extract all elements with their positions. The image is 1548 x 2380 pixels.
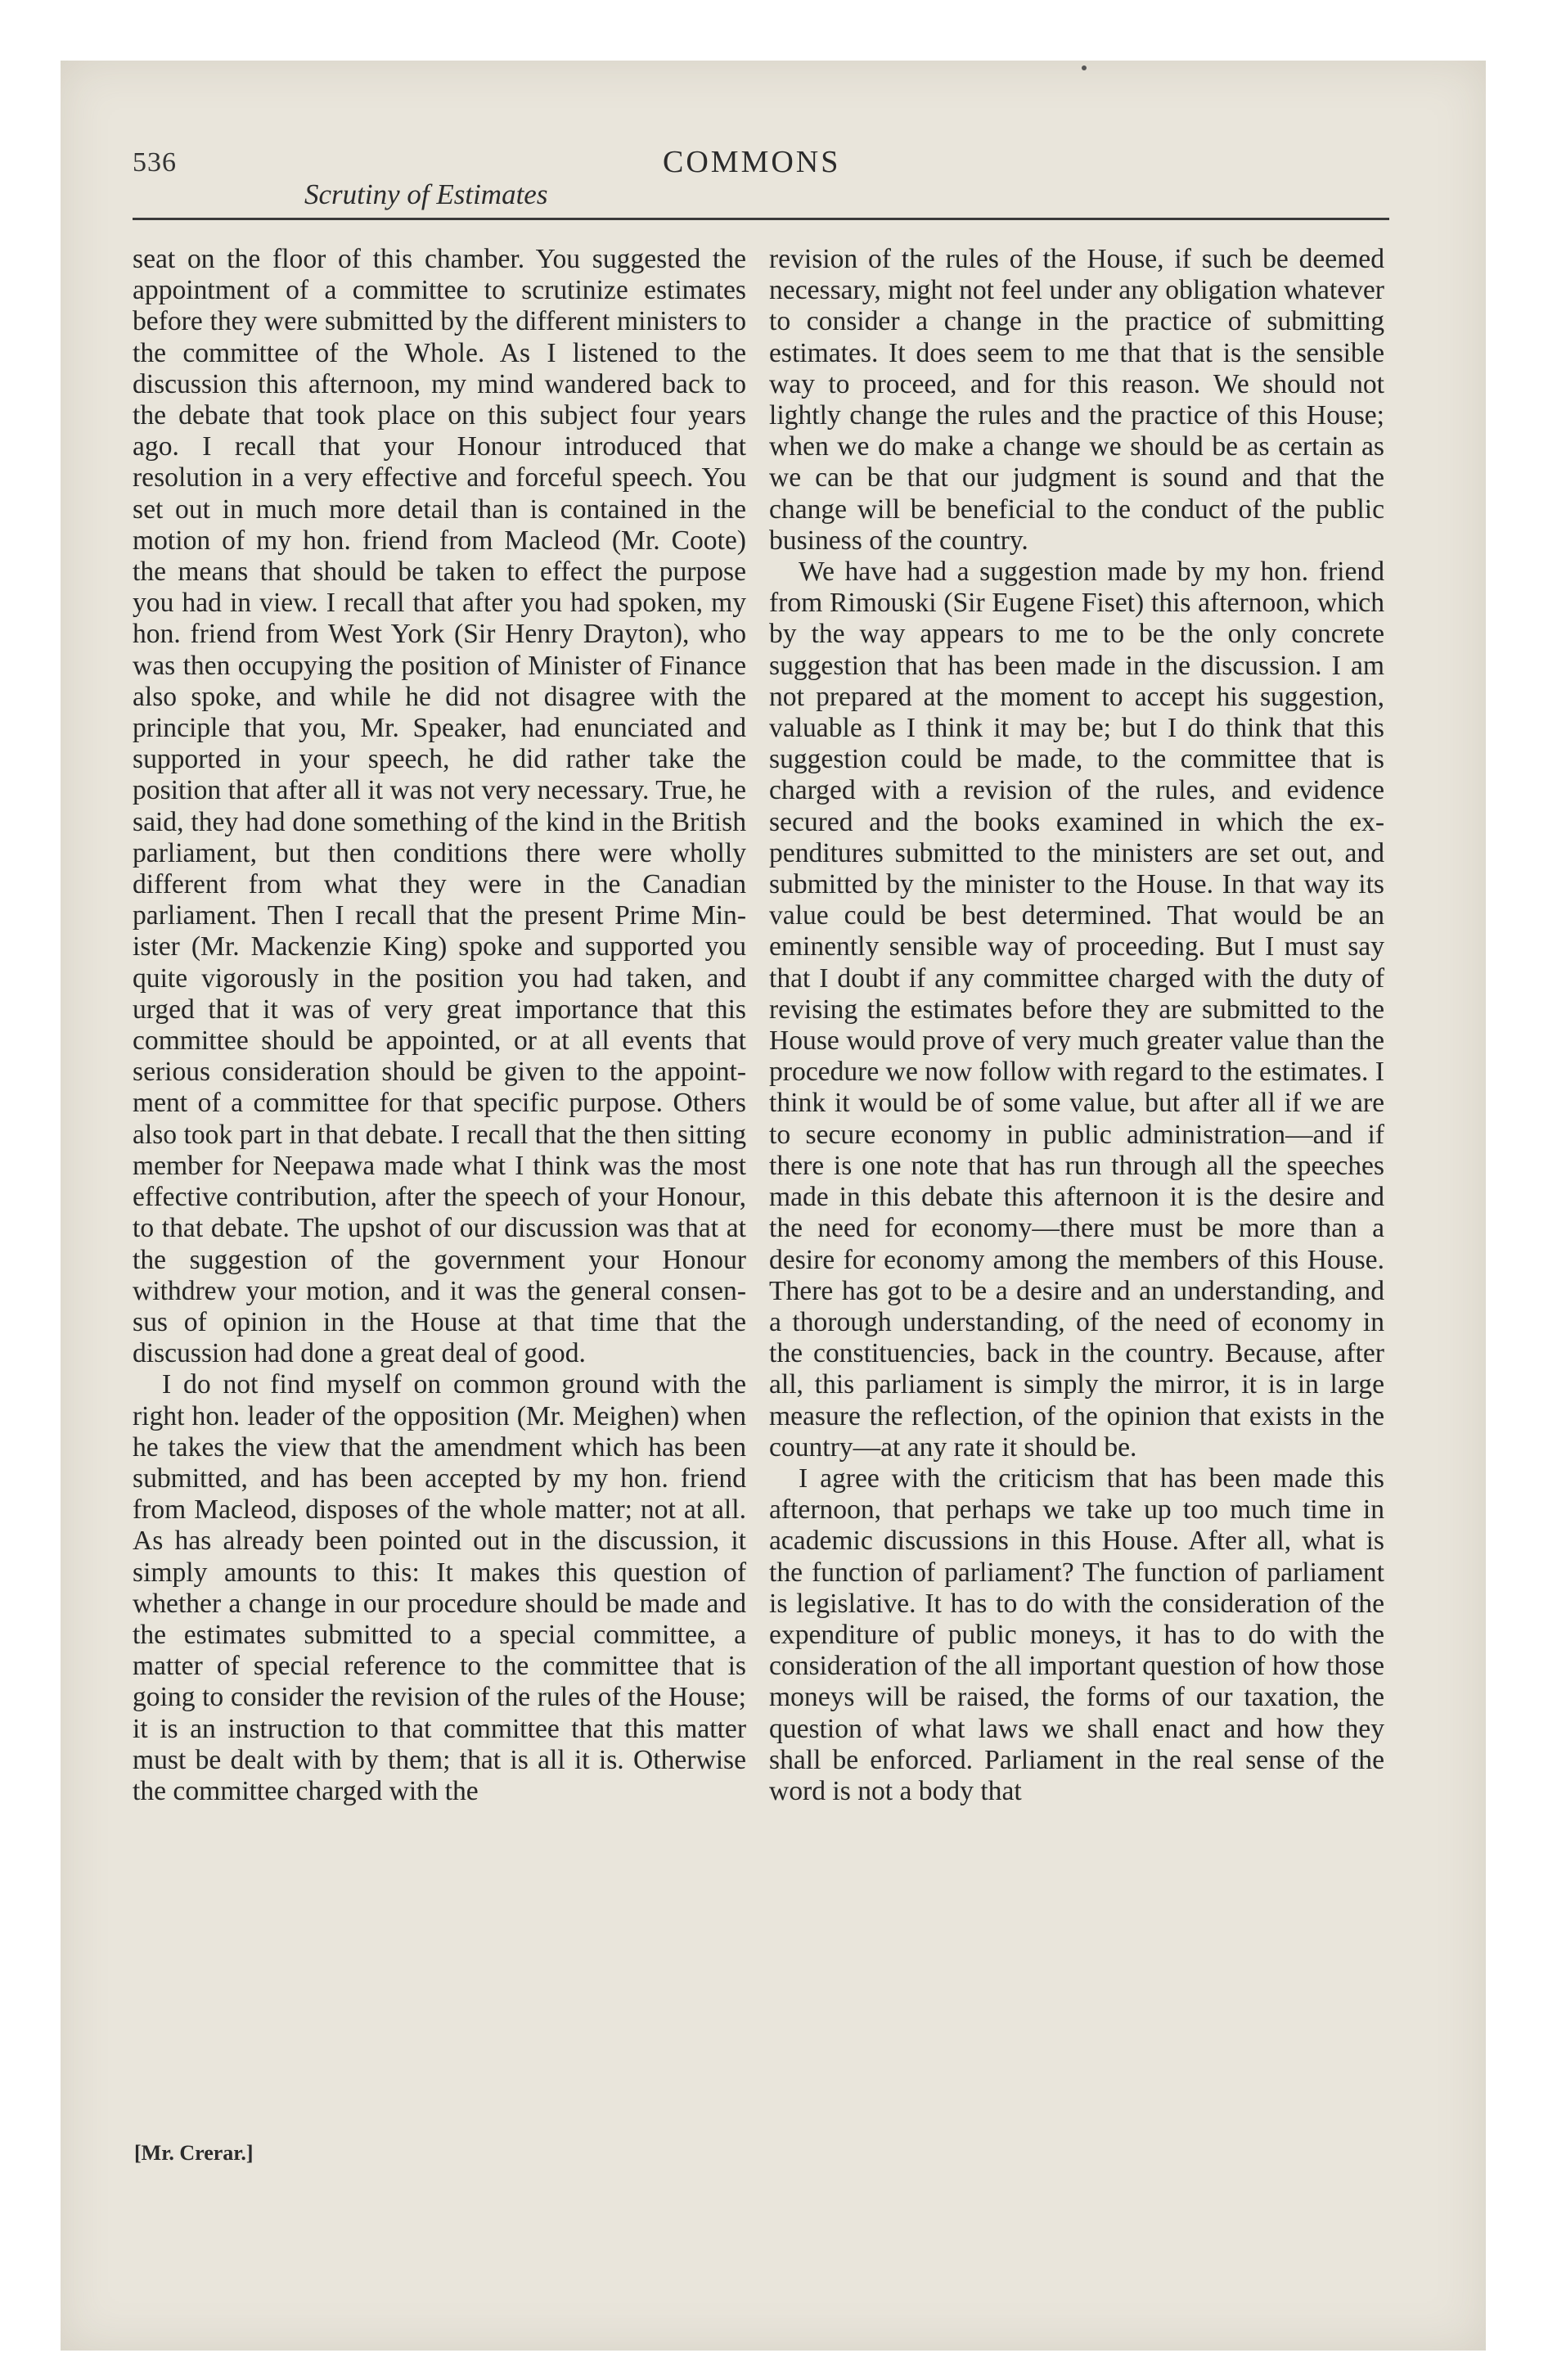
paragraph: I agree with the criticism that has been made this afternoon, that perhaps we take up too much time in academic discussions in this House. After all, what is the function of parliament? The function of parliament is legislative. It has to do with the consideration of the expenditure of public moneys, it has to do with the consideration of the all important question of how those moneys will be raised, the forms of our taxation, the question of what laws we shall enact and how they shall be enforced. Parliament in the real sense of the word is not a body that — [769, 1463, 1384, 1806]
left-column — [133, 244, 746, 1807]
speaker-attribution: [Mr. Crerar.] — [134, 2141, 254, 2165]
paragraph: revision of the rules of the House, if such be deemed necessary, might not feel under any obligation whatever to consider a change in the practice of submitting estimates. It does seem to me that that is the sensible way to proceed, and for this reason. We should not lightly change the rules and the practice of this House; when we do make a change we should be as certain as we can be that our judgment is sound and that the change will be beneficial to the conduct of the public business of the country. — [769, 244, 1384, 556]
page-number: 536 — [133, 147, 177, 178]
paragraph: We have had a suggestion made by my hon. friend from Rimouski (Sir Eugene Fiset) this afternoon, which by the way appears to me to be the only concrete suggestion that has been made in the discussion. I am not prepared at the moment to accept his suggestion, valuable as I think it may be; but I do think that this suggestion could be made, to the committee that is charged with a revision of the rules, and evidence secured and the books examined in which the expenditures submitted to the ministers are set out, and submitted by the minister to the House. In that way its value could be best determined. That would be an eminently sensible way of proceeding. But I must say that I doubt if any committee charged with the duty of revising the estimates before they are submitted to the House would prove of very much greater value than the procedure we now follow with regard to the estimates. I think it would be of some value, but after all if we are to secure economy in public administration—and if there is one note that has run through all the speeches made in this debate this afternoon it is the desire and the need for economy—there must be more than a desire for economy among the members of this House. There has got to be a desire and an understanding, and a thorough understanding, of the need of economy in the constituencies, back in the country. Because, after all, this parliament is simply the mirror, it is in large measure the reflection, of the opinion that exists in the country—at any rate it should be. — [769, 557, 1384, 1463]
right-column — [769, 244, 1384, 1807]
section-title: Scrutiny of Estimates — [304, 178, 548, 210]
paragraph: seat on the floor of this chamber. You suggested the appointment of a committee to scrutinize estimates before they were submitted by the different ministers to the committee of the Whole. As I listened to the discussion this afternoon, my mind wandered back to the debate that took place on this subject four years ago. I recall that your Honour introduced that resolution in a very effective and forceful speech. You set out in much more detail than is contained in the motion of my hon. friend from Macleod (Mr. Coote) the means that should be taken to effect the purpose you had in view. I recall that after you had spoken, my hon. friend from West York (Sir Henry Drayton), who was then occupying the position of Minister of Finance also spoke, and while he did not disagree with the principle that you, Mr. Speaker, had enunciated and supported in your speech, he did rather take the position that after all it was not very necessary. True, he said, they had done something of the kind in the British parliament, but then conditions there were wholly different from what they were in the Canadian parliament. Then I recall that the present Prime Minister (Mr. Mackenzie King) spoke and supported you quite vigorously in the position you had taken, and urged that it was of very great importance that this committee should be appointed, or at all events that serious consideration should be given to the appointment of a committee for that specific purpose. Others also took part in that debate. I recall that the then sitting member for Neepawa made what I think was the most effective contribution, after the speech of your Honour, to that debate. The upshot of our discussion was that at the suggestion of the government your Honour withdrew your motion, and it was the general consensus of opinion in the House at that time that the discussion had done a great deal of good. — [133, 244, 746, 1369]
ink-speck — [1082, 65, 1087, 70]
header-rule — [133, 218, 1389, 220]
paragraph: I do not find myself on common ground with the right hon. leader of the opposition (Mr. Meighen) when he takes the view that the amendment which has been submitted, and has been accepted by my hon. friend from Macleod, disposes of the whole matter; not at all. As has already been pointed out in the discussion, it simply amounts to this: It makes this question of whether a change in our procedure should be made and the estimates submitted to a special committee, a matter of special reference to the committee that is going to consider the revision of the rules of the House; it is an instruction to that committee that this matter must be dealt with by them; that is all it is. Otherwise the committee charged with the — [133, 1369, 746, 1806]
page-title: COMMONS — [663, 145, 841, 179]
